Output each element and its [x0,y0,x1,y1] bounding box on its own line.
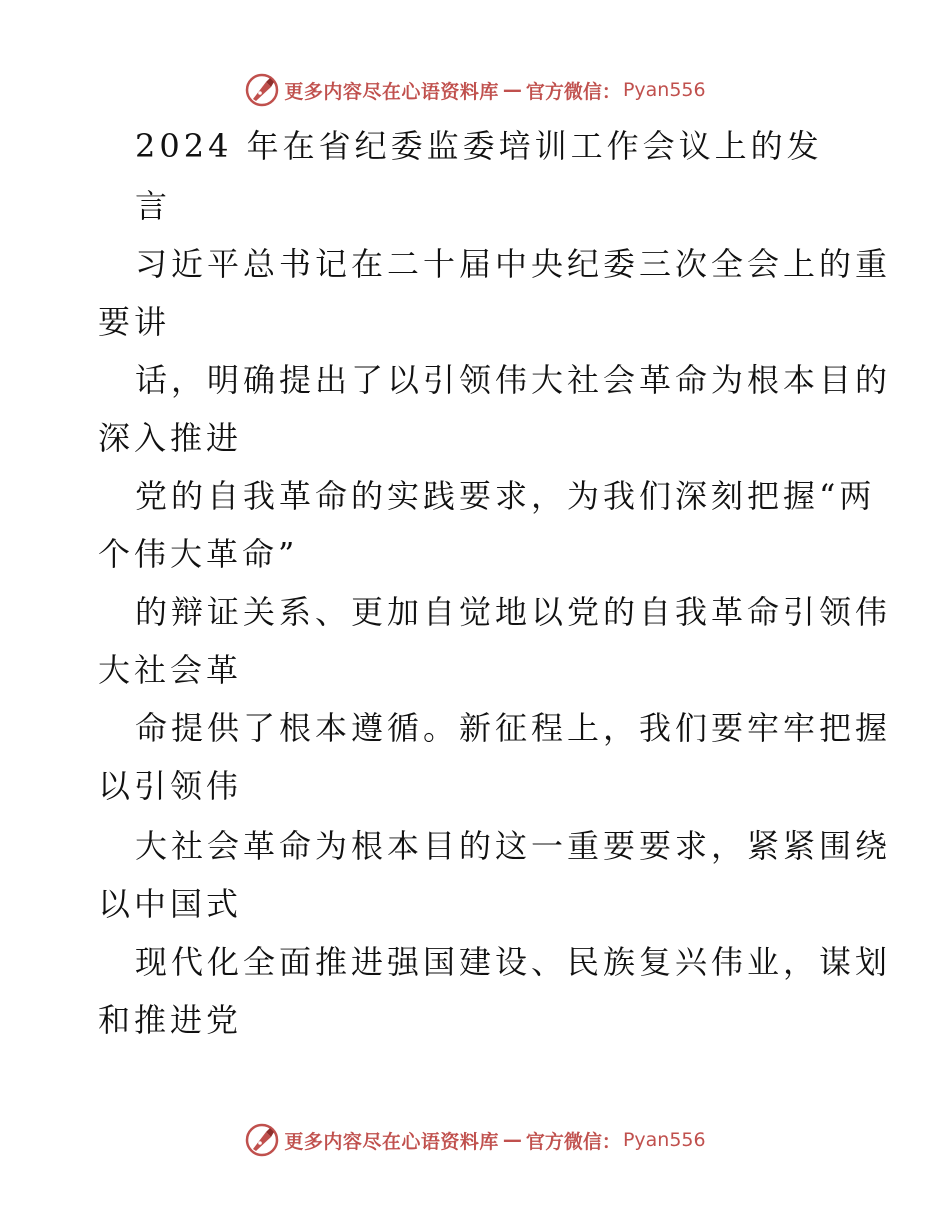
paragraph-line: 以引领伟 [98,767,243,805]
watermark-dash: — [502,79,522,101]
paragraph-line: 习近平总书记在二十届中央纪委三次全会上的重 [135,245,892,283]
paragraph-line: 深入推进 [98,419,243,457]
paragraph-line: 大社会革 [98,651,243,689]
watermark-wechat-id: Pyan556 [622,1129,706,1151]
paragraph-line: 个伟大革命” [98,535,299,573]
watermark-wechat-label: 官方微信： [525,80,621,103]
paragraph-line: 以中国式 [98,885,243,923]
paragraph-line: 话，明确提出了以引领伟大社会革命为根本目的 [135,361,892,399]
watermark-wechat-id: Pyan556 [622,79,706,101]
watermark-text: 更多内容尽在心语资料库 [284,1130,499,1153]
paragraph-line: 的辩证关系、更加自觉地以党的自我革命引领伟 [135,593,892,631]
paragraph-line: 党的自我革命的实践要求，为我们深刻把握“两 [135,477,876,515]
watermark-dash: — [502,1129,522,1151]
document-title-line-1: 2024 年在省纪委监委培训工作会议上的发 [135,127,823,165]
paragraph-line: 现代化全面推进强国建设、民族复兴伟业，谋划 [135,943,892,981]
paragraph-line: 命提供了根本遵循。新征程上，我们要牢牢把握 [135,709,892,747]
footer-watermark-banner [0,1120,950,1160]
watermark-wechat-label: 官方微信： [525,1130,621,1153]
watermark-text: 更多内容尽在心语资料库 [284,80,499,103]
paragraph-line: 和推进党 [98,1001,243,1039]
pen-nib-logo-icon [244,1122,280,1158]
pen-nib-logo-icon [244,72,280,108]
paragraph-line: 要讲 [98,303,171,341]
paragraph-line: 大社会革命为根本目的这一重要要求，紧紧围绕 [135,827,892,865]
document-title-line-2: 言 [135,187,172,225]
header-watermark-banner [0,70,950,110]
